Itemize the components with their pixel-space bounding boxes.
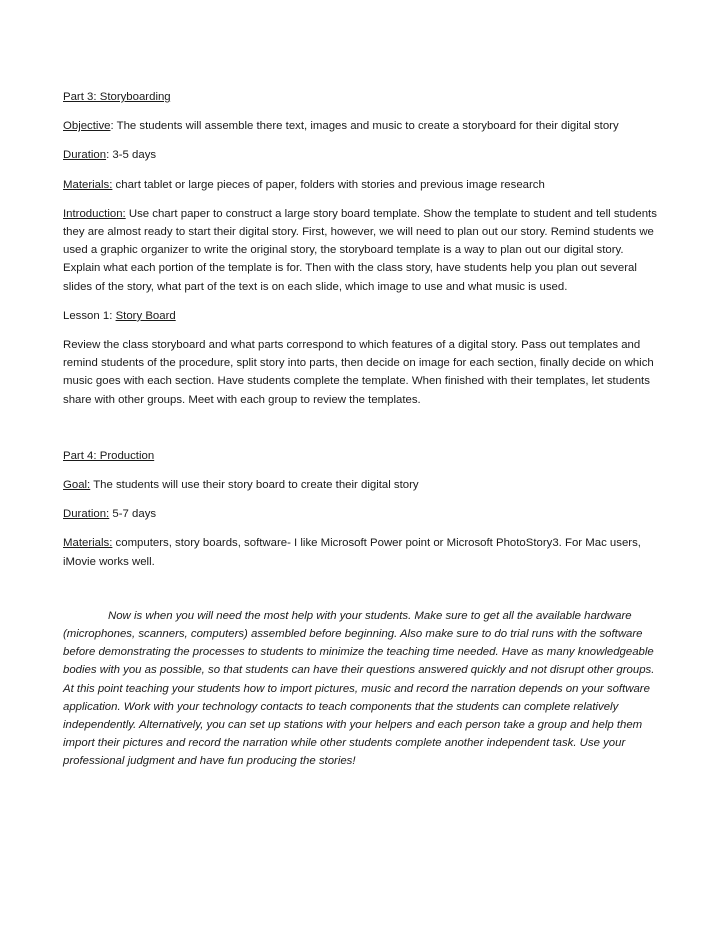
materials-paragraph-part4 bbox=[63, 534, 663, 570]
goal-label: Goal: bbox=[63, 479, 91, 492]
goal-paragraph bbox=[63, 476, 663, 494]
lesson-heading bbox=[63, 307, 663, 325]
part3-heading bbox=[63, 88, 663, 106]
document-page bbox=[63, 88, 663, 771]
materials-label-part4: Materials: bbox=[63, 537, 113, 550]
introduction-paragraph bbox=[63, 205, 663, 296]
part4-heading bbox=[63, 447, 663, 465]
lesson-title: Story Board bbox=[115, 309, 176, 322]
materials-text-part4: computers, story boards, software- I like Microsoft Power point or Microsoft PhotoStory3. For Mac users, iMovie works well. bbox=[63, 537, 641, 568]
goal-text: The students will use their story board to create their digital story bbox=[90, 479, 419, 492]
duration-paragraph-part3 bbox=[63, 146, 663, 164]
duration-label-part3: Duration bbox=[63, 149, 107, 162]
duration-paragraph-part4 bbox=[63, 505, 663, 523]
duration-text-part3: : 3-5 days bbox=[106, 149, 157, 162]
introduction-label: Introduction: bbox=[63, 207, 126, 220]
note-gap bbox=[63, 582, 663, 607]
materials-label-part3: Materials: bbox=[63, 178, 113, 191]
part3-heading-text: Part 3: Storyboarding bbox=[63, 91, 171, 103]
objective-label: Objective bbox=[63, 120, 111, 133]
lesson-paragraph bbox=[63, 336, 663, 409]
duration-text-part4: 5-7 days bbox=[109, 508, 157, 521]
duration-label-part4: Duration: bbox=[63, 508, 110, 521]
part4-heading-text: Part 4: Production bbox=[63, 449, 155, 462]
materials-paragraph-part3 bbox=[63, 176, 663, 194]
objective-text: : The students will assemble there text, images and music to create a storyboard for their digital story bbox=[110, 120, 619, 133]
materials-text-part3: chart tablet or large pieces of paper, folders with stories and previous image research bbox=[112, 178, 545, 191]
lesson-text: Review the class storyboard and what parts correspond to which features of a digital story. Pass out templates and remind students of the procedure, split story into parts, then decide on image for each section, finally decide on which music goes with each section. Have students complete the template. When finished with their templates, let students share with other groups. Meet with each group to review the templates. bbox=[63, 339, 654, 406]
production-note-paragraph bbox=[63, 607, 663, 771]
objective-paragraph bbox=[63, 117, 663, 135]
introduction-text: Use chart paper to construct a large story board template. Show the template to student and tell students they are almost ready to start their digital story. First, however, we will need to plan out our story. Remind students we used a graphic organizer to write the original story, the storyboard template is a way to plan out our digital story. Explain what each portion of the template is for. Then with the class story, have students help you plan out several slides of the story, what part of the text is on each slide, which image to use and what music is used. bbox=[63, 207, 657, 293]
production-note-text: Now is when you will need the most help with your students. Make sure to get all the available hardware (microphones, scanners, computers) assembled before beginning. Also make sure to do trial runs with the software before demonstrating the processes to students to minimize the teaching time needed. Have as many knowledgeable bodies with you as possible, so that students can have their questions answered quickly and not disrupt other groups. At this point teaching your students how to import pictures, music and record the narration depends on your software application. Work with your technology contacts to teach components that the students can complete relatively independently. Alternatively, you can set up stations with your helpers and each person take a group and help them import their pictures and record the narration while other students complete another independent task. Use your professional judgment and have fun producing the stories! bbox=[63, 609, 655, 768]
lesson-prefix: Lesson 1: bbox=[63, 309, 116, 322]
section-gap bbox=[63, 420, 663, 447]
